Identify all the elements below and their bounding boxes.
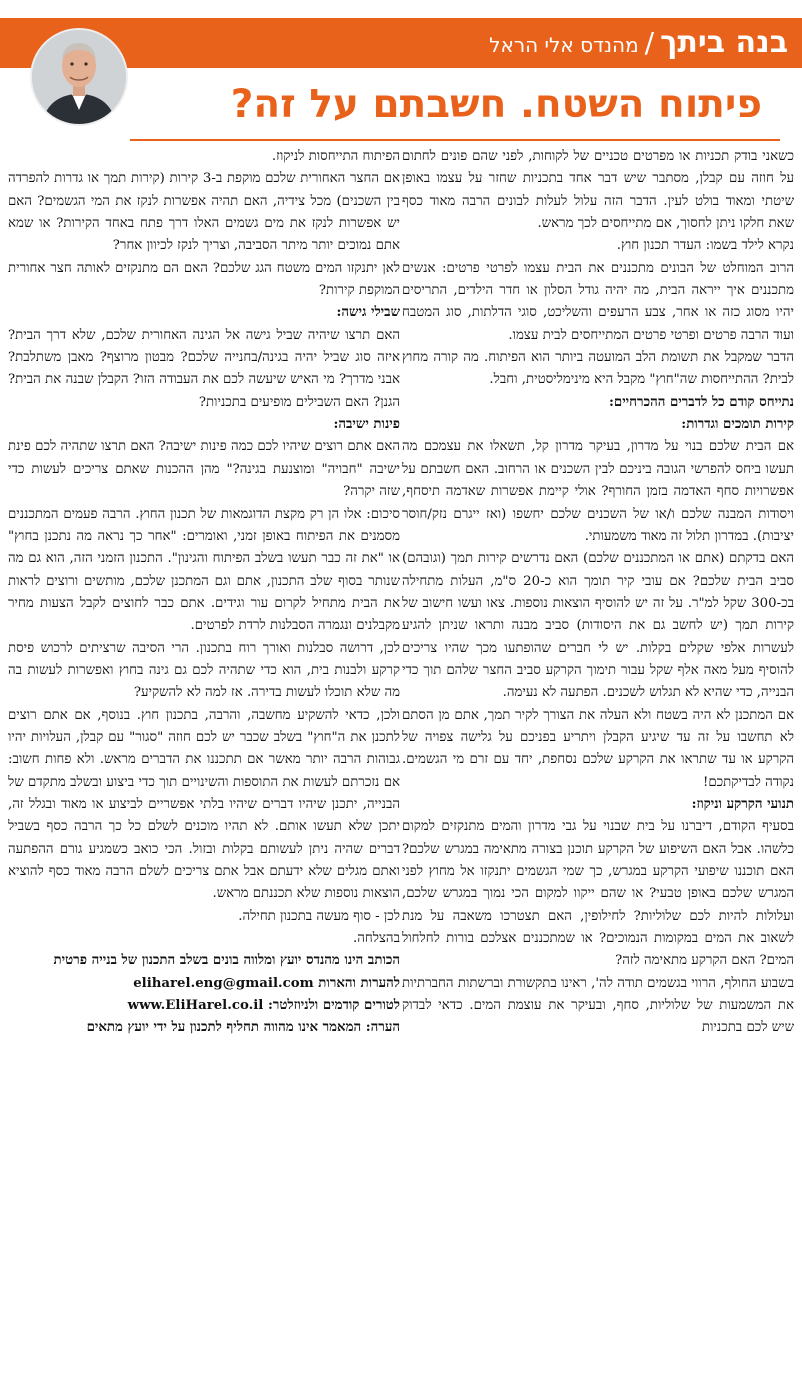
- article-column-left: [8, 146, 400, 1400]
- article-paragraph: אם הבית שלכם בנוי על מדרון, בעיקר מדרון קל, תשאלו את עצמכם מה תעשו ביחס להפרשי הגובה ביניכם לבין השכנים או הרחוב. האם חשבתם על אפשרויות סחף האדמה בזמן החורף? אולי קיימת אפשרות שאדמה תיסחף, ויסודות המבנה שלכם ו/או של השכנים שלכם יחשפו (ואז ייגרם נזק/חוסר יציבות). במדרון תלול זה מאוד משמעותי.: [402, 439, 794, 544]
- article-paragraph: קירות תומכים וגדרות:: [681, 417, 794, 433]
- banner-text: [489, 18, 788, 68]
- banner-separator: /: [644, 26, 655, 59]
- article-paragraph: שבילי גישה:: [336, 305, 400, 321]
- article-paragraph: לאן יתנקזו המים משטח הגג שלכם? האם הם מתנקזים לאותה חצר אחורית המוקפת קירות?: [8, 260, 400, 299]
- article-paragraph: אם החצר האחורית שלכם מוקפת ב-3 קירות (קירות תמך או גדרות להפרדה בין השכנים) מכל צידיה, האם תהיה אפשרות לנקז את המי הגשמים? האם יש אפשרות לנקז את מים גשמים האלו דרך פתח באחד הקירות? או שמא אתם נמוכים יותר מיתר הסביבה, וצריך לנקז לכיוון אחר?: [8, 171, 400, 254]
- column-title: בנה ביתך: [660, 25, 788, 60]
- article-paragraph: בהצלחה.: [353, 931, 400, 947]
- article-paragraph: בסעיף הקודם, דיברנו על בית שבנוי על גבי מדרון והמים מתנקזים למקום כלשהו. אבל האם השיפוע של הקרקע תוכנן בצורה מתאימה במגרש שלכם? האם תוכננו שיפועי הקרקע במגרש, כך שמי הגשמים יתנקזו אל מחוץ לפני המגרש שלכם באופן טבעי? או שהם ייקוו למקום הכי נמוך במגרש שלכם, ועלולות להיות לכם שלוליות? לחילופין, האם תצטרכו משאבה על מנת לשאוב את המים במקומות הנמוכים? או שמתכננים אצלכם בורות לחלחול המים? האם הקרקע מתאימה לזה?: [402, 819, 794, 969]
- article-paragraph: סיכום: אלו הן רק מקצת הדוגמאות של תכנון החוץ. הרבה פעמים המתכננים מסמנים את הפיתוח באופן זמני, ואומרים: "אחר כך נראה מה נתכנן בחוץ" או "את זה כבר תעשו בשלב הפיתוח והגינון". התכנון הזמני הזה, הוא גם מה שנותר בסוף שלב התכנון, אתם וגם המתכנן שלכם, מותשים ורוצים לראות את הבית מתחיל לקרום עור וגידים. אתם כבר לחוצים לקבל הצעות מחיר מקבלנים ונגמרה הסבלנות לרדת לפרטים.: [8, 506, 400, 634]
- author-name: מהנדס אלי הראל: [489, 33, 639, 57]
- article-paragraph: פינות ישיבה:: [333, 417, 400, 433]
- article-paragraph: האם תרצו שיהיה שביל גישה אל הגינה האחורית שלכם, שלא דרך הבית? איזה סוג שביל יהיה בגינה/בחנייה שלכם? מבטון מרוצף? מאבן משתלבת? אבני מדרך? מי האיש שיעשה לכם את העבודה הזו? הקבלן שבנה את הבית? הגנן? האם השבילים מופיעים בתכניות?: [8, 327, 400, 410]
- article-paragraph: ולכן, כדאי להשקיע מחשבה, והרבה, בתכנון חוץ. בנוסף, אם אתם רוצים לתכנן את ה"חוץ" בשלב שכבר יש לכם חוזה "סגור" עם קבלן, העלויות יהיו גבוהות הרבה יותר מאשר אם תתכננו את הדברים מראש. ולא פחות חשוב: אם נזכרתם לעשות את התוספות והשינויים תוך כדי ביצוע ובשלב מתקדם של הבנייה, יתכנן שיהיו דברים שיהיו בלתי אפשריים לביצוע או מאוד ובגלל זה, יתכן שלא תעשו אותם. לא תהיו מוכנים לשלם כל כך הרבה כסף בשביל דברים שהיה ניתן לעשותם בקלות ובזול. הכי כואב כשמגיע גורם ההפתעה ואתם מגלים שלא ידעתם אבל אתם צריכים לשלם הרבה מאוד כסף להוציא הוצאות נוספות שלא תכננתם מראש.: [8, 707, 400, 902]
- headline-divider: [130, 139, 780, 141]
- article-paragraph: הדבר שמקבל את תשומת הלב המועטה ביותר הוא הפיתוח. מה קורה מחוץ לבית? ההתייחסות שה"חוץ" מקבל היא מינימליסטית, וחבל.: [402, 350, 794, 388]
- article-paragraph: אם המתכנן לא היה בשטח ולא העלה את הצורך לקיר תמך, אתם מן הסתם לא תחשבו על זה עד שיגיע הקבלן ויתריע בפניכם על גלישה צפויה של הקרקע או עד שתראו את הקרקע שלכם נסחפת, יחד עם זרם מי הגשמים. נקודה לבדיקתכם!: [402, 707, 794, 790]
- article-column-right: [402, 146, 794, 1400]
- article-paragraph: להערות והארות eliharel.eng@gmail.com: [133, 975, 400, 991]
- article-paragraph: נקרא לילד בשמו: העדר תכנון חוץ.: [616, 238, 794, 254]
- article-paragraph: נתייחס קודם כל לדברים ההכרחיים:: [608, 394, 794, 410]
- article-paragraph: בשבוע החולף, הרווי בגשמים תודה לה', ראינו בתקשורת וברשתות החברתיות את המשמעות של שלוליות, סחף, ובעיקר את עוצמת המים. כדאי לבדוק שיש לכם בתכניות: [402, 975, 794, 1036]
- article-paragraph: הערה: המאמר אינו מהווה תחליף לתכנון על ידי יועץ מתאים: [86, 1020, 400, 1036]
- article-paragraph: לטורים קודמים ולניוזלטר: www.EliHarel.co.il: [127, 998, 400, 1014]
- article-headline: פיתוח השטח. חשבתם על זה?: [230, 82, 762, 127]
- article-paragraph: הכותב הינו מהנדס יועץ ומלווה בונים בשלב התכנון של בנייה פרטית: [53, 953, 400, 969]
- article-paragraph: הרוב המוחלט של הבונים מתכננים את הבית עצמו לפרטי פרטים: אנשים מתכננים איך ייראה הבית, מה יהיה גודל הסלון או חדר הילדים, התריסים יהיו מסוג כזה או אחר, צבע הרעפים והשליכט, סוגי הדלתות, סוג המטבח ועוד הרבה פרטים ופרטי פרטים המתייחסים לבית עצמו.: [402, 260, 794, 343]
- article-paragraph: האם אתם רוצים שיהיו לכם כמה פינות ישיבה? האם תרצו שתהיה לכם פינת ישיבה "חבויה" ומוצנעת בגינה?" מהן ההכנות שאתם צריכים לעשות כדי שזה יקרה?: [8, 439, 400, 500]
- article-paragraph: תנועי הקרקע וניקוז:: [691, 796, 794, 812]
- article-paragraph: הפיתוח התייחסות לניקוז.: [271, 149, 400, 164]
- article-paragraph: האם בדקתם (אתם או המתכננים שלכם) האם נדרשים קירות תמך (וגובהם) סביב הבית שלכם? אם עובי קיר תומך הוא כ-20 ס"מ, העלות מתחילה בכ-300 שקל למ"ר. על זה יש להוסיף הוצאות נוספות. צאו ועשו חישוב של קירות תמך (יש לחשב גם את היסודות) סביב מבנה ותראו שניתן להגיע לעשרות אלפי שקלים בקלות. יש לי חברים שהופתעו מכך שהיו צריכים להוסיף מעל מאה אלף שקל עבור תימוך הקרקע סביב החצר שלהם תוך כדי הבנייה, כדי שהיא לא תגלוש לשכנים. הפתעה לא נעימה.: [402, 551, 794, 701]
- article-paragraph: לכן, דרושה סבלנות ואורך רוח בתכנון. הרי הסיבה שרציתים לרכוש פיסת קרקע ולבנות בית, הוא כדי שתהיה לכם גם גינה בחוץ ואפשרות לעשות בה מה שלא תוכלו לעשות בדירה. אז למה לא להשקיע?: [8, 640, 400, 701]
- article-paragraph: לכן - סוף מעשה בתכנון תחילה.: [238, 908, 400, 924]
- article-paragraph: כשאני בודק תכניות או מפרטים טכניים של לקוחות, לפני שהם פונים לחתום על חוזה עם קבלן, מסתבר שיש דבר אחד בתכניות שחזר על עצמו באופן שיטתי ומאוד בולט לעין. הדבר הזה עלול לעלות לבונים הרבה מאוד כסף שאת חלקו ניתן לחסוך, אם מתייחסים לכך מראש.: [402, 149, 794, 232]
